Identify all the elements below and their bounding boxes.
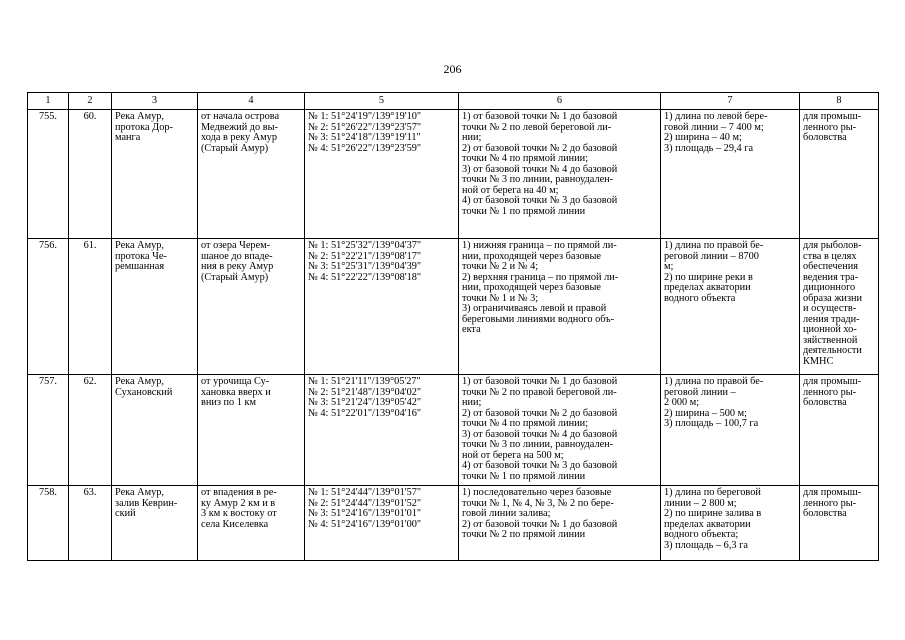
water-body-cell: Река Амур, Сухановский (112, 375, 198, 486)
header-row (28, 93, 879, 110)
purpose-cell: для промыш- ленного ры- боловства (800, 375, 879, 486)
dimensions-cell: 1) длина по левой бере- говой линии – 7 400 м; 2) ширина – 40 м; 3) площадь – 29,4 га (661, 110, 800, 239)
location-cell: от урочища Су- хановка вверх и вниз по 1 км (198, 375, 305, 486)
dimensions-cell: 1) длина по правой бе- реговой линии – 8700 м; 2) по ширине реки в пределах акватории водного объекта (661, 239, 800, 375)
water-body-cell: Река Амур, залив Кеврин- ский (112, 486, 198, 561)
purpose-cell: для рыболов- ства в целях обеспечения ведения тра- диционного образа жизни и осуществ- ления тради- ционной хо- зяйственной деятельности КМНС (800, 239, 879, 375)
column-header: 8 (800, 93, 879, 110)
location-cell: от начала острова Медвежий до вы- хода в реку Амур (Старый Амур) (198, 110, 305, 239)
dimensions-cell: 1) длина по береговой линии – 2 800 м; 2) по ширине залива в пределах акватории водного объекта; 3) площадь – 6,3 га (661, 486, 800, 561)
column-header: 3 (112, 93, 198, 110)
table-row (28, 486, 879, 561)
area-number-cell: 63. (69, 486, 112, 561)
column-header: 2 (69, 93, 112, 110)
boundaries-cell: 1) нижняя граница – по прямой ли- нии, проходящей через базовые точки № 2 и № 4; 2) верхняя граница – по прямой ли- нии, проходящей через базовые точки № 1 и № 3; 3) ограничиваясь левой и правой береговыми линиями водного объ- екта (459, 239, 661, 375)
location-cell: от озера Черем- шаное до впаде- ния в реку Амур (Старый Амур) (198, 239, 305, 375)
row-index-cell: 756. (28, 239, 69, 375)
coordinates-cell: № 1: 51°25'32"/139°04'37" № 2: 51°22'21"/139°08'17" № 3: 51°25'31"/139°04'39" № 4: 51°22'22"/139°08'18" (305, 239, 459, 375)
boundaries-cell: 1) последовательно через базовые точки № 1, № 4, № 3, № 2 по бере- говой линии залива; 2) от базовой точки № 1 до базовой точки № 2 по прямой линии (459, 486, 661, 561)
fishing-areas-table (27, 92, 879, 561)
table-row (28, 239, 879, 375)
column-header: 6 (459, 93, 661, 110)
row-index-cell: 755. (28, 110, 69, 239)
coordinates-cell: № 1: 51°24'19"/139°19'10" № 2: 51°26'22"/139°23'57" № 3: 51°24'18"/139°19'11" № 4: 51°26'22"/139°23'59" (305, 110, 459, 239)
column-header: 5 (305, 93, 459, 110)
purpose-cell: для промыш- ленного ры- боловства (800, 110, 879, 239)
area-number-cell: 62. (69, 375, 112, 486)
area-number-cell: 60. (69, 110, 112, 239)
coordinates-cell: № 1: 51°21'11"/139°05'27" № 2: 51°21'48"/139°04'02" № 3: 51°21'24"/139°05'42" № 4: 51°22'01"/139°04'16" (305, 375, 459, 486)
table-row (28, 375, 879, 486)
boundaries-cell: 1) от базовой точки № 1 до базовой точки № 2 по правой береговой ли- нии; 2) от базовой точки № 2 до базовой точки № 4 по прямой линии; 3) от базовой точки № 4 до базовой точки № 3 по линии, равноудален- ной от берега на 500 м; 4) от базовой точки № 3 до базовой точки № 1 по прямой линии (459, 375, 661, 486)
row-index-cell: 758. (28, 486, 69, 561)
boundaries-cell: 1) от базовой точки № 1 до базовой точки № 2 по левой береговой ли- нии; 2) от базовой точки № 2 до базовой точки № 4 по прямой линии; 3) от базовой точки № 4 до базовой точки № 3 по линии, равноудален- ной от берега на 40 м; 4) от базовой точки № 3 до базовой точки № 1 по прямой линии (459, 110, 661, 239)
purpose-cell: для промыш- ленного ры- боловства (800, 486, 879, 561)
water-body-cell: Река Амур, протока Дор- манга (112, 110, 198, 239)
table-row (28, 110, 879, 239)
column-header: 1 (28, 93, 69, 110)
coordinates-cell: № 1: 51°24'44"/139°01'57" № 2: 51°24'44"/139°01'52" № 3: 51°24'16"/139°01'01" № 4: 51°24'16"/139°01'00" (305, 486, 459, 561)
area-number-cell: 61. (69, 239, 112, 375)
column-header: 7 (661, 93, 800, 110)
row-index-cell: 757. (28, 375, 69, 486)
page-number: 206 (443, 62, 462, 76)
water-body-cell: Река Амур, протока Че- ремшанная (112, 239, 198, 375)
dimensions-cell: 1) длина по правой бе- реговой линии – 2 000 м; 2) ширина – 500 м; 3) площадь – 100,7 га (661, 375, 800, 486)
location-cell: от впадения в ре- ку Амур 2 км и в 3 км к востоку от села Киселевка (198, 486, 305, 561)
column-header: 4 (198, 93, 305, 110)
